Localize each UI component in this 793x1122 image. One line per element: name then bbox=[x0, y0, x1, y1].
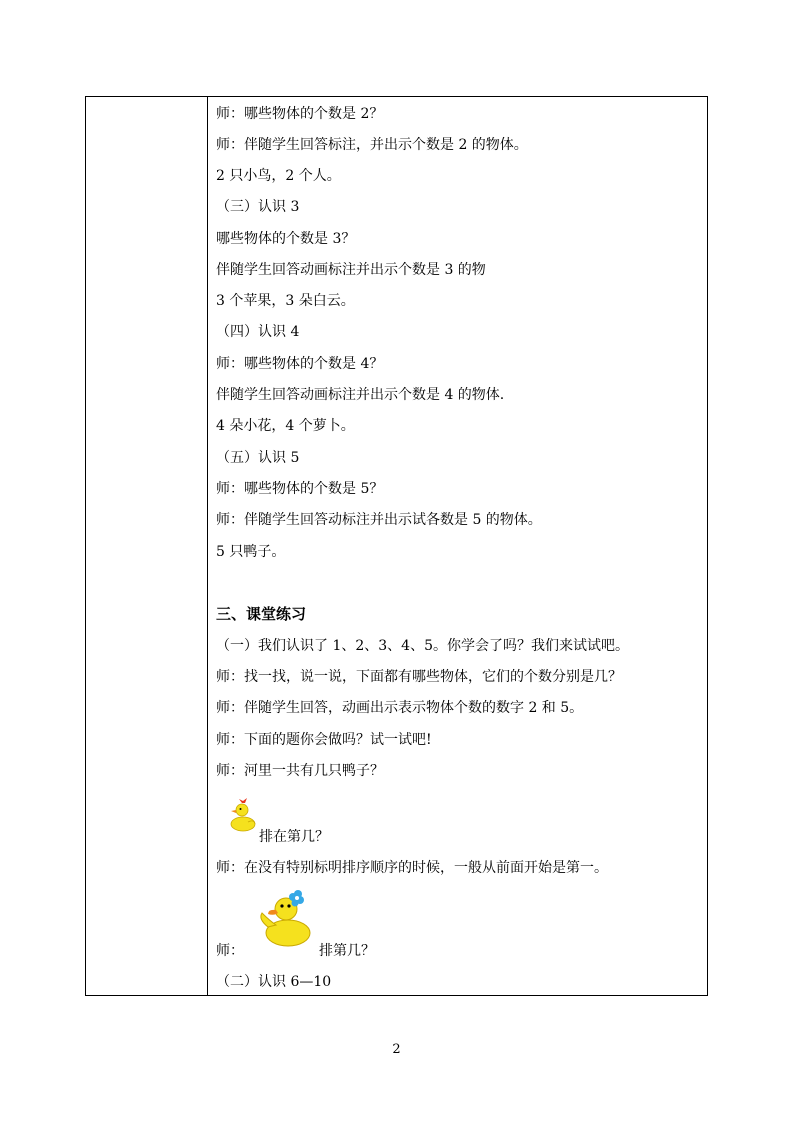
text-line: 师：哪些物体的个数是 5？ bbox=[216, 481, 384, 497]
large-duck-image bbox=[256, 883, 314, 949]
section-heading: （二）认识 6—10 bbox=[216, 974, 332, 990]
text-line: 师：河里一共有几只鸭子？ bbox=[216, 763, 384, 779]
text-line: 伴随学生回答动画标注并出示个数是 3 的物 bbox=[216, 262, 486, 278]
text-line: 伴随学生回答动画标注并出示个数是 4 的物体. bbox=[216, 387, 505, 403]
section-heading: （四）认识 4 bbox=[216, 324, 300, 340]
text-line: 师：伴随学生回答动标注并出示试各数是 5 的物体。 bbox=[216, 512, 542, 528]
text-line: 师：找一找，说一说，下面都有哪些物体，它们的个数分别是几？ bbox=[216, 669, 622, 685]
column-divider bbox=[207, 97, 208, 995]
main-heading: 三、课堂练习 bbox=[216, 605, 307, 623]
text-line: 2 只小鸟，2 个人。 bbox=[216, 168, 341, 184]
text-line: 师：伴随学生回答，动画出示表示物体个数的数字 2 和 5。 bbox=[216, 700, 584, 716]
text-line: 排第几？ bbox=[319, 943, 375, 959]
text-line: 师： bbox=[216, 943, 244, 959]
text-line: 4 朵小花，4 个萝卜。 bbox=[216, 418, 355, 434]
lesson-table bbox=[85, 96, 708, 996]
text-line: 师：伴随学生回答标注，并出示个数是 2 的物体。 bbox=[216, 137, 528, 153]
text-line: 师：哪些物体的个数是 2？ bbox=[216, 106, 384, 122]
section-heading: （一）我们认识了 1、2、3、4、5。你学会了吗？我们来试试吧。 bbox=[216, 638, 629, 654]
section-heading: （三）认识 3 bbox=[216, 199, 300, 215]
text-line: 排在第几？ bbox=[259, 829, 329, 845]
text-line: 哪些物体的个数是 3？ bbox=[216, 231, 356, 247]
small-duck-image bbox=[228, 793, 258, 833]
text-line: 师：在没有特别标明排序顺序的时候，一般从前面开始是第一。 bbox=[216, 860, 608, 876]
text-line: 师：哪些物体的个数是 4？ bbox=[216, 356, 384, 372]
text-line: 3 个苹果，3 朵白云。 bbox=[216, 293, 355, 309]
page-number: 2 bbox=[392, 1042, 401, 1057]
text-line: 师：下面的题你会做吗？试一试吧! bbox=[216, 732, 432, 748]
text-line: 5 只鸭子。 bbox=[216, 544, 286, 560]
section-heading: （五）认识 5 bbox=[216, 450, 300, 466]
